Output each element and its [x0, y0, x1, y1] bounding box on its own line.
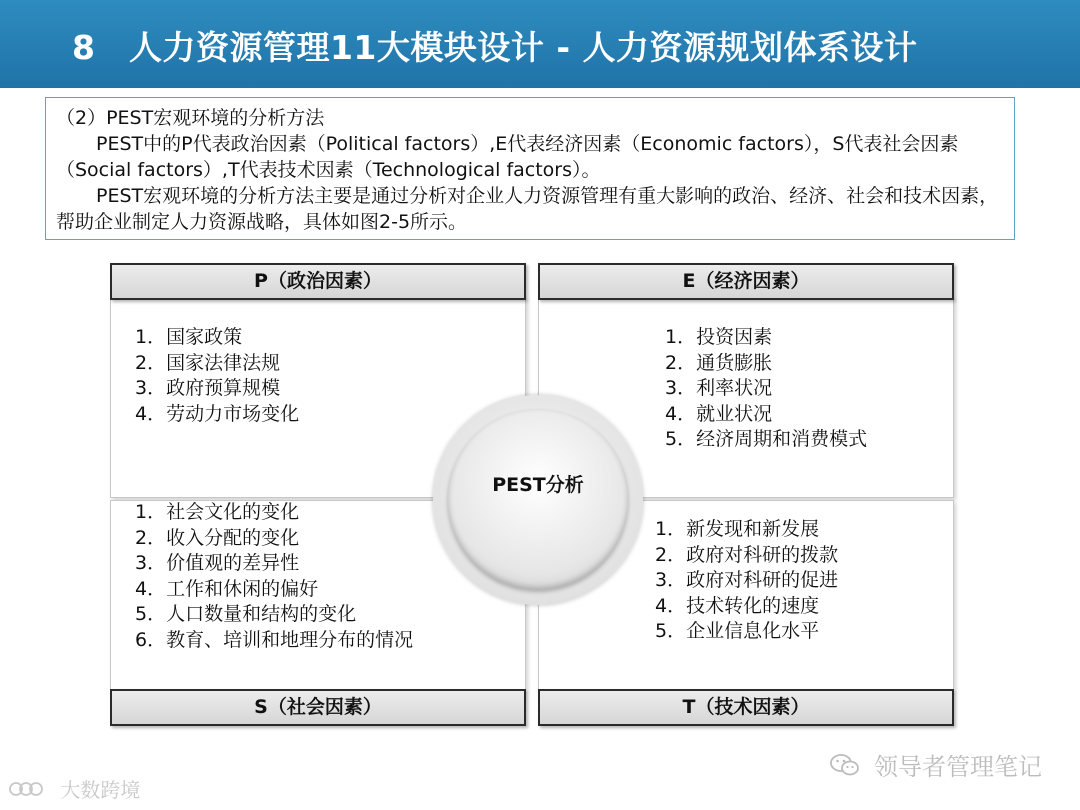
list-item: 3．政府对科研的促进 [655, 569, 839, 591]
center-circle-label: PEST分析 [448, 410, 628, 590]
list-item: 4．就业状况 [665, 402, 773, 425]
list-item: 2．收入分配的变化 [135, 526, 300, 549]
intro-paragraph-1: PEST中的P代表政治因素（Political factors）,E代表经济因素（Economic factors），S代表社会因素（Social factors）,T代表技术因素（Technological factors）。 [56, 133, 959, 181]
quadrant-e-list [665, 325, 867, 453]
list-item: 1．社会文化的变化 [135, 501, 300, 523]
list-item: 1．投资因素 [665, 326, 773, 348]
list-item: 1．新发现和新发展 [655, 518, 820, 540]
watermark-left [8, 774, 140, 805]
list-item: 1．国家政策 [135, 326, 243, 348]
quadrant-p-header: P（政治因素） [110, 263, 526, 300]
intro-heading: （2）PEST宏观环境的分析方法 [56, 107, 325, 129]
quadrant-t-header: T（技术因素） [538, 689, 954, 726]
quadrant-s-list [135, 500, 413, 653]
list-item: 6．教育、培训和地理分布的情况 [135, 628, 414, 651]
list-item: 4．劳动力市场变化 [135, 402, 300, 425]
list-item: 3．价值观的差异性 [135, 552, 300, 574]
watermark-right [830, 747, 1042, 783]
quadrant-t-list [655, 517, 838, 645]
list-item: 3．政府预算规模 [135, 377, 281, 399]
list-item: 5．企业信息化水平 [655, 620, 820, 642]
list-item: 2．政府对科研的拨款 [655, 543, 839, 566]
quadrant-p-list [135, 325, 299, 427]
watermark-right-text: 领导者管理笔记 [874, 753, 1042, 781]
list-item: 5．人口数量和结构的变化 [135, 603, 357, 625]
list-item: 2．国家法律法规 [135, 351, 281, 374]
brand-logo-icon [8, 778, 48, 805]
intro-paragraph-2: PEST宏观环境的分析方法主要是通过分析对企业人力资源管理有重大影响的政治、经济、社会和技术因素，帮助企业制定人力资源战略，具体如图2-5所示。 [56, 185, 999, 233]
quadrant-e-header: E（经济因素） [538, 263, 954, 300]
title-bar [0, 0, 1080, 88]
wechat-icon [830, 753, 860, 783]
list-item: 5．经济周期和消费模式 [665, 428, 868, 450]
watermark-left-text: 大数跨境 [60, 778, 141, 802]
list-item: 3．利率状况 [665, 377, 773, 399]
quadrant-s-header: S（社会因素） [110, 689, 526, 726]
list-item: 2．通货膨胀 [665, 351, 773, 374]
list-item: 4．技术转化的速度 [655, 594, 820, 617]
list-item: 4．工作和休闲的偏好 [135, 577, 319, 600]
intro-text-box [45, 97, 1015, 240]
page-title: 8 人力资源管理11大模块设计 - 人力资源规划体系设计 [72, 28, 918, 67]
